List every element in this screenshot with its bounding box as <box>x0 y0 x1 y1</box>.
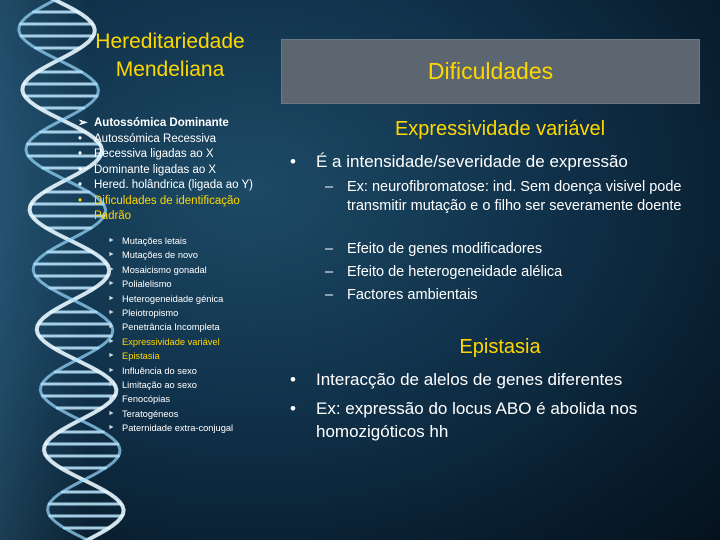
dot-bullet-icon: • <box>78 163 83 176</box>
right-title: Dificuldades <box>427 58 554 84</box>
sub-list-item <box>108 234 278 248</box>
dash-bullet-icon: – <box>325 179 334 195</box>
sub-list-item <box>108 263 278 277</box>
sub-list-item-label: Polialelismo <box>122 279 172 290</box>
list-item <box>78 178 278 194</box>
left-bullet-list <box>78 116 278 225</box>
sub-list-item-label: Influência do sexo <box>122 365 197 376</box>
dot-bullet-icon: • <box>78 132 83 145</box>
sub-list-item <box>108 277 278 291</box>
list-item <box>78 147 278 163</box>
sub-list-item <box>108 349 278 363</box>
triangle-bullet-icon: ► <box>108 395 115 403</box>
section2-point <box>290 397 710 443</box>
triangle-bullet-icon: ► <box>108 237 115 244</box>
list-item-label: Hered. holândrica (ligada ao Y) <box>94 179 253 191</box>
section-heading-expressividade: Expressividade variável <box>394 118 606 140</box>
list-item-label: Dificuldades de identificação Padrão <box>94 194 240 222</box>
section1-sub-item-text: Efeito de heterogeneidade alélica <box>347 264 563 280</box>
sub-list-item <box>108 292 278 306</box>
section1-sub-item-text: Efeito de genes modificadores <box>347 241 543 257</box>
dash-bullet-icon: – <box>325 241 334 257</box>
section2-point-text: Ex: expressão do locus ABO é abolida nos homozigóticos hh <box>316 399 638 441</box>
section1-point-text: É a intensidade/severidade de expressão <box>316 152 628 171</box>
dot-bullet-icon: • <box>78 179 83 191</box>
sub-list-item-label: Expressividade variável <box>122 336 220 347</box>
list-item-label: Dominante ligadas ao X <box>94 163 217 176</box>
sub-list-item-label: Epistasia <box>122 351 160 362</box>
triangle-bullet-icon: ► <box>108 323 115 331</box>
sub-list-item <box>108 421 278 435</box>
sub-list-item <box>108 378 278 392</box>
left-sub-list <box>108 234 278 435</box>
sub-list-item-label: Mosaicismo gonadal <box>122 264 207 275</box>
sub-list-item <box>108 335 278 349</box>
triangle-bullet-icon: ► <box>108 380 115 388</box>
sub-list-item-label: Mutações letais <box>122 236 187 246</box>
dot-bullet-icon: • <box>78 194 83 207</box>
list-item <box>78 163 278 179</box>
dash-bullet-icon: – <box>325 287 334 303</box>
dot-bullet-icon: • <box>290 370 296 389</box>
sub-list-item-label: Limitação ao sexo <box>122 379 197 390</box>
section1-sub-item <box>325 286 710 305</box>
left-title-line2: Mendeliana <box>115 58 225 81</box>
section-heading-epistasia: Epistasia <box>459 336 541 358</box>
triangle-bullet-icon: ► <box>108 352 115 360</box>
dot-bullet-icon: • <box>290 399 296 418</box>
sub-list-item-label: Mutações de novo <box>122 250 198 261</box>
triangle-bullet-icon: ► <box>108 265 115 273</box>
section1-sub-item <box>325 263 710 282</box>
sub-list-item-label: Fenocópias <box>122 394 171 405</box>
triangle-bullet-icon: ► <box>108 294 115 302</box>
left-title <box>60 28 280 84</box>
sub-list-item <box>108 320 278 334</box>
section2-point-text: Interacção de alelos de genes diferentes <box>316 370 623 389</box>
triangle-bullet-icon: ► <box>108 337 115 345</box>
section1-sub-item <box>325 178 710 216</box>
list-item <box>78 194 278 225</box>
section1-sub-item-text: Factores ambientais <box>347 287 478 303</box>
triangle-bullet-icon: ► <box>108 409 115 417</box>
dash-bullet-icon: – <box>325 264 334 280</box>
dot-bullet-icon: • <box>78 148 83 160</box>
triangle-bullet-icon: ► <box>108 280 115 288</box>
section2-point <box>290 368 710 391</box>
sub-list-item-label: Paternidade extra-conjugal <box>122 423 234 434</box>
list-item-label: Autossómica Dominante <box>94 117 229 129</box>
sub-list-item-label: Heterogeneidade génica <box>122 293 224 304</box>
sub-list-item <box>108 407 278 421</box>
sub-list-item <box>108 392 278 406</box>
triangle-bullet-icon: ► <box>108 366 115 374</box>
sub-list-item-label: Pleiotropismo <box>122 307 179 318</box>
dot-bullet-icon: • <box>290 152 296 171</box>
left-title-line1: Hereditariedade <box>95 30 245 53</box>
section1-sub-item-text: Ex: neurofibromatose: ind. Sem doença visivel pode transmitir mutação e o filho ser severamente doente <box>347 179 682 214</box>
list-item <box>78 116 278 132</box>
sub-list-item-label: Teratogéneos <box>122 408 179 419</box>
list-item-label: Autossómica Recessiva <box>94 132 217 145</box>
triangle-bullet-icon: ► <box>108 424 115 432</box>
sub-list-item <box>108 306 278 320</box>
sub-list-item <box>108 364 278 378</box>
sub-list-item-label: Penetrância Incompleta <box>122 322 220 333</box>
triangle-bullet-icon: ► <box>108 251 115 259</box>
sub-list-item <box>108 248 278 262</box>
right-title-box <box>281 39 700 104</box>
section1-sub-item <box>325 240 710 259</box>
arrow-bullet-icon: ➢ <box>78 117 88 129</box>
triangle-bullet-icon: ► <box>108 308 115 316</box>
list-item <box>78 132 278 148</box>
list-item-label: Recessiva ligadas ao X <box>94 148 214 160</box>
